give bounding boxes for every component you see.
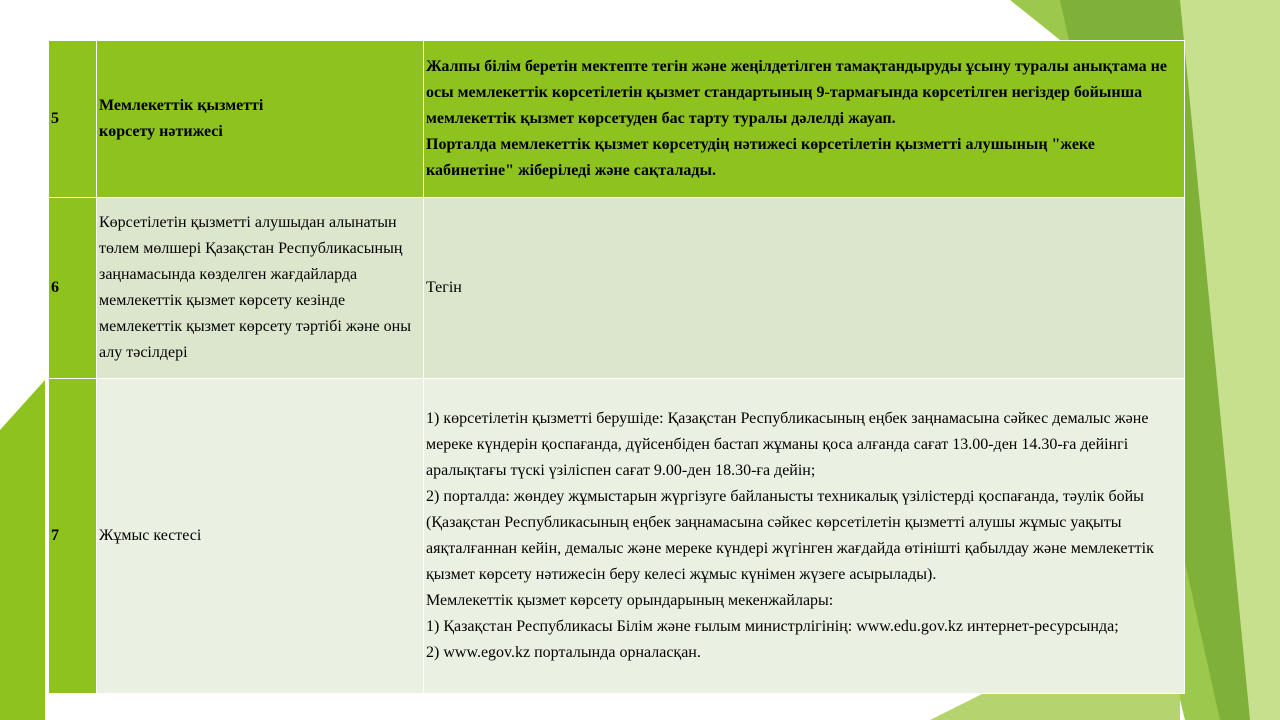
row-value-paragraph: 2) порталда: жөндеу жұмыстарын жүргізуге байланысты техникалық үзілістерді қоспағанда, тәулік бойы (Қазақстан Республикасының еңбек заңнамасына сәйкес көрсетілетін қызметті алушы жұмыс уақыты аяқталғаннан кейін, демалыс және мереке күндері жүгінген жағдайда өтінішті қабылдау және мемлекеттік қызмет көрсету нәтижесін беру келесі жұмыс күнімен жүзеге асырылады).: [426, 488, 1154, 583]
row-value-paragraph: 2) www.egov.kz порталында орналасқан.: [426, 644, 701, 661]
row-value-paragraph: Мемлекеттік қызмет көрсету орындарының мекенжайлары:: [426, 592, 834, 609]
row-number: 7: [49, 379, 97, 694]
row-name-line: Жұмыс кестесі: [99, 527, 202, 544]
row-value-cell: [424, 41, 1185, 198]
table-row: [49, 379, 1185, 694]
row-number: 6: [49, 198, 97, 379]
row-name-line: Мемлекеттік қызметті: [99, 97, 264, 114]
row-value-cell: [424, 379, 1185, 694]
row-value-cell: [424, 198, 1185, 379]
row-name-line: Көрсетілетін қызметті алушыдан алынатын төлем мөлшері Қазақстан Республикасының заңнамасында көзделген жағдайларда мемлекеттік қызмет көрсету кезінде мемлекеттік қызмет көрсету тәртібі және оны алу тәсілдері: [99, 214, 411, 361]
service-standard-table: [48, 40, 1185, 694]
row-value-paragraph: Жалпы білім беретін мектепте тегін және жеңілдетілген тамақтандыруды ұсыну туралы анықтама не осы мемлекеттік көрсетілетін қызмет стандартының 9-тармағында көрсетілген негіздер бойынша мемлекеттік қызмет көрсетуден бас тарту туралы дәлелді жауап.: [426, 58, 1167, 127]
row-value-paragraph: 1) Қазақстан Республикасы Білім және ғылым министрлігінің: www.edu.gov.kz интернет-ресурсында;: [426, 618, 1119, 635]
row-value-paragraph: 1) көрсетілетін қызметті берушіде: Қазақстан Республикасының еңбек заңнамасына сәйкес демалыс және мереке күндерін қоспағанда, дүйсенбіден бастап жұманы қоса алғанда сағат 13.00-ден 14.30-ға дейінгі аралықтағы түскі үзіліспен сағат 9.00-ден 18.30-ға дейін;: [426, 410, 1149, 479]
row-name-cell: [97, 379, 424, 694]
row-name-cell: [97, 41, 424, 198]
row-value-paragraph: Тегін: [426, 279, 462, 296]
row-name-line: көрсету нәтижесі: [99, 123, 223, 140]
table-row: [49, 41, 1185, 198]
row-name-cell: [97, 198, 424, 379]
table-row: [49, 198, 1185, 379]
row-number: 5: [49, 41, 97, 198]
row-value-paragraph: Порталда мемлекеттік қызмет көрсетудің нәтижесі көрсетілетін қызметті алушының "жеке кабинетіне" жіберіледі және сақталады.: [426, 136, 1095, 179]
deco-left-wedge: [0, 380, 45, 720]
